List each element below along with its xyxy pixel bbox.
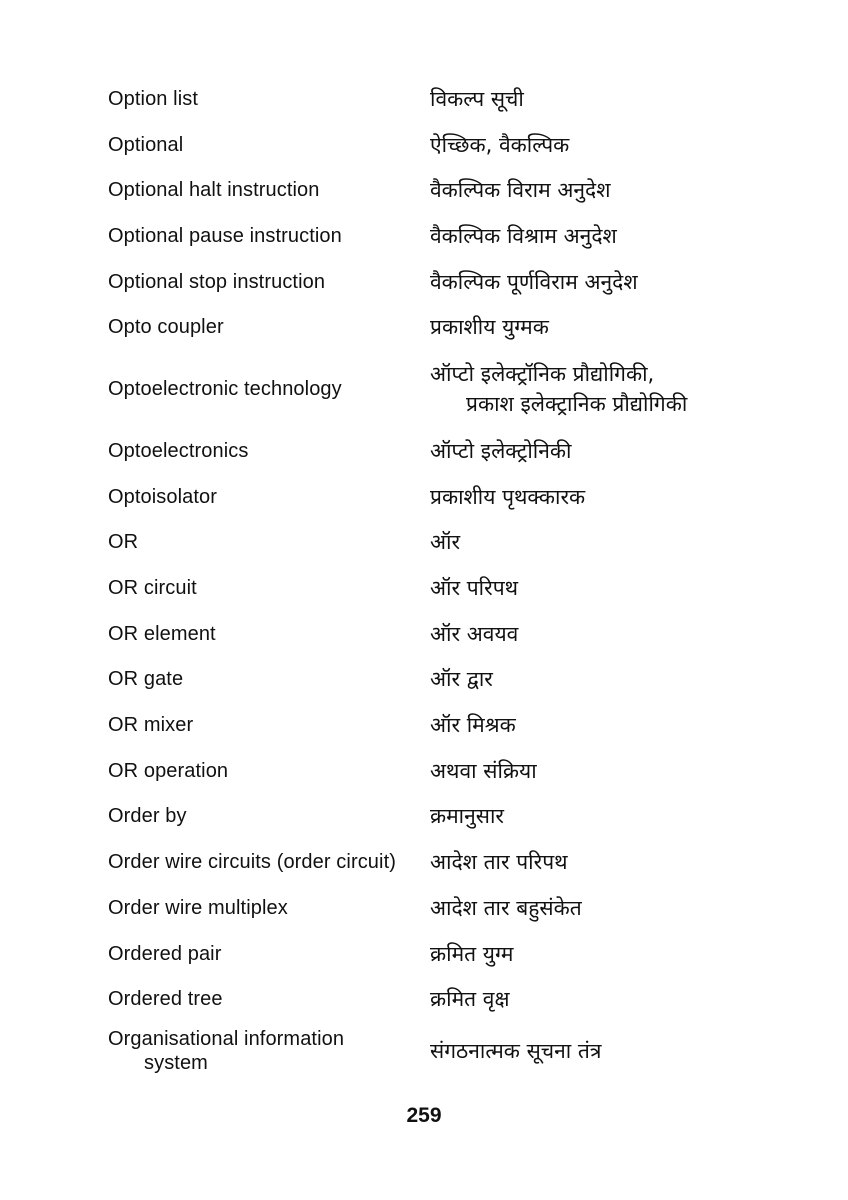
english-term: OR operation (108, 759, 229, 782)
english-term: Order wire multiplex (108, 896, 288, 919)
glossary-entry (108, 885, 788, 931)
hindi-translation: ऑर परिपथ (430, 576, 519, 601)
english-term: Order by (108, 805, 187, 828)
glossary-entry (108, 428, 788, 474)
hindi-translation: संगठनात्मक सूचना तंत्र (430, 1039, 602, 1064)
english-term: Opto coupler (108, 316, 224, 339)
hindi-translation-line1: ऑप्टो इलेक्ट्रॉनिक प्रौद्योगिकी, (430, 362, 655, 387)
english-term: Optional (108, 133, 184, 156)
english-term (108, 1027, 430, 1075)
hindi-translation: ऐच्छिक, वैकल्पिक (430, 132, 570, 157)
glossary-entry (108, 122, 788, 168)
glossary-entry (108, 839, 788, 885)
glossary-entry (108, 611, 788, 657)
glossary-entry (108, 565, 788, 611)
english-term-line2: system (144, 1052, 208, 1075)
english-term: Order wire circuits (order circuit) (108, 851, 396, 874)
hindi-translation: विकल्प सूची (430, 86, 524, 111)
glossary-entry (108, 474, 788, 520)
hindi-translation-line2: प्रकाश इलेक्ट्रानिक प्रौद्योगिकी (466, 392, 688, 417)
page-number: 259 (406, 1104, 442, 1127)
glossary-entry (108, 931, 788, 977)
hindi-translation: आदेश तार परिपथ (430, 850, 568, 875)
hindi-translation (430, 359, 788, 419)
hindi-translation: ऑर अवयव (430, 621, 519, 646)
hindi-translation: प्रकाशीय पृथक्कारक (430, 484, 586, 509)
hindi-translation: प्रकाशीय युग्मक (430, 315, 549, 340)
glossary-entry (108, 259, 788, 305)
glossary-entry (108, 350, 788, 428)
hindi-translation: क्रमानुसार (430, 804, 505, 829)
english-term: Optoisolator (108, 485, 218, 508)
hindi-translation: वैकल्पिक पूर्णविराम अनुदेश (430, 269, 638, 294)
english-term: Ordered pair (108, 942, 222, 965)
english-term: OR circuit (108, 577, 197, 600)
glossary-entry (108, 167, 788, 213)
hindi-translation: वैकल्पिक विश्राम अनुदेश (430, 223, 617, 248)
english-term: Optional stop instruction (108, 270, 326, 293)
glossary-entry (108, 794, 788, 840)
hindi-translation: ऑर द्वार (430, 667, 493, 692)
hindi-translation: ऑप्टो इलेक्ट्रोनिकी (430, 438, 572, 463)
english-term: Optoelectronics (108, 439, 249, 462)
english-term: Optional pause instruction (108, 224, 342, 247)
english-term: Optoelectronic technology (108, 378, 342, 401)
glossary-entry (108, 213, 788, 259)
glossary-entry (108, 657, 788, 703)
hindi-translation: वैकल्पिक विराम अनुदेश (430, 178, 611, 203)
english-term: OR mixer (108, 714, 194, 737)
english-term: OR (108, 531, 139, 554)
english-term: OR element (108, 622, 216, 645)
english-term: Optional halt instruction (108, 179, 320, 202)
glossary-entry (108, 976, 788, 1022)
glossary-entry (108, 702, 788, 748)
hindi-translation: ऑर मिश्रक (430, 713, 516, 738)
glossary-list (108, 76, 788, 1080)
glossary-entry (108, 76, 788, 122)
english-term: Option list (108, 87, 199, 110)
hindi-translation: अथवा संक्रिया (430, 758, 537, 783)
glossary-entry (108, 1022, 788, 1080)
hindi-translation: ऑर (430, 530, 461, 555)
glossary-entry (108, 520, 788, 566)
hindi-translation: आदेश तार बहुसंकेत (430, 895, 582, 920)
english-term: Ordered tree (108, 988, 223, 1011)
glossary-entry (108, 304, 788, 350)
glossary-entry (108, 748, 788, 794)
hindi-translation: क्रमित युग्म (430, 941, 514, 966)
hindi-translation: क्रमित वृक्ष (430, 987, 510, 1012)
english-term: OR gate (108, 668, 184, 691)
english-term-line1: Organisational information (108, 1028, 345, 1051)
